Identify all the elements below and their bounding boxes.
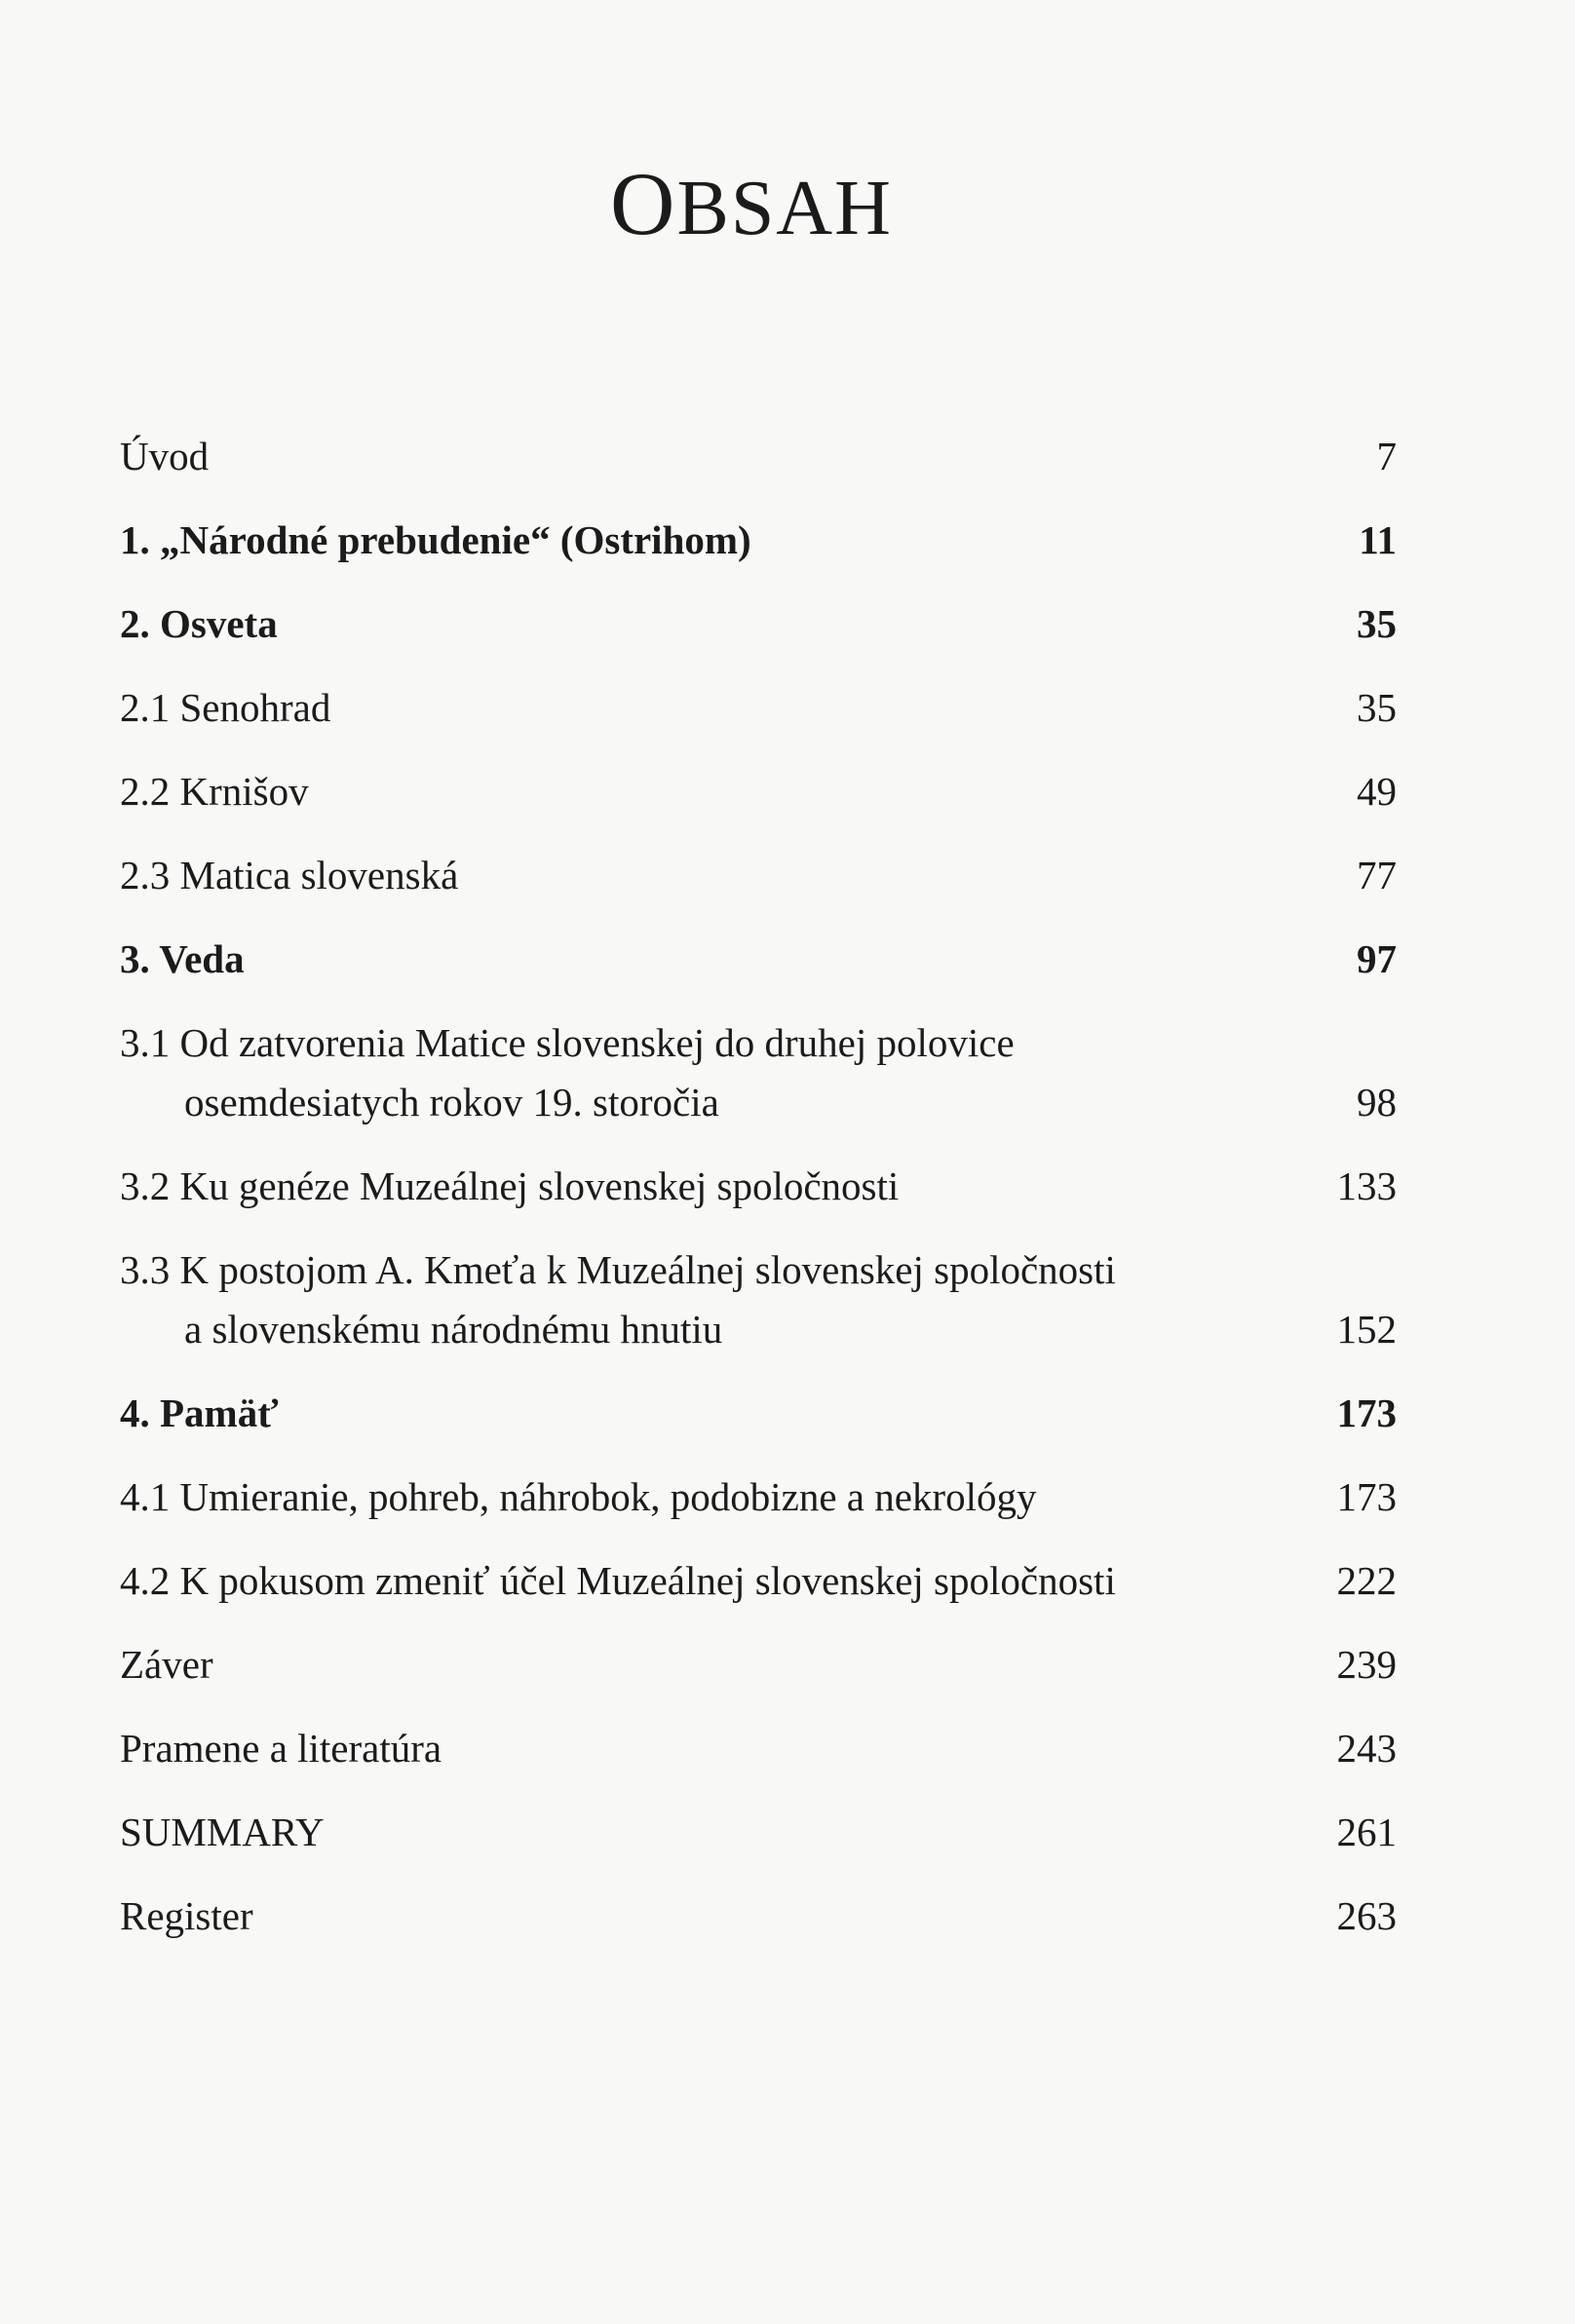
toc-entry-title-line: 1. „Národné prebudenie“ (Ostrihom): [120, 517, 751, 562]
toc-page-number: 98: [1357, 1080, 1397, 1124]
toc-entry-title: [120, 762, 1319, 821]
page-title: [610, 154, 893, 253]
toc-page-number: 35: [1357, 685, 1397, 730]
toc-page-number: 222: [1336, 1558, 1397, 1603]
toc-entry-title: [120, 1013, 1319, 1132]
page-title-initial: O: [610, 154, 677, 253]
toc-page-number: 97: [1357, 936, 1397, 981]
toc-entry: [120, 1013, 1397, 1132]
toc-page-number: 239: [1336, 1642, 1397, 1687]
toc-entry-title-continuation: osemdesiatych rokov 19. storočia: [184, 1080, 719, 1124]
toc-entry-title-line: 4.2 K pokusom zmeniť účel Muzeálnej slovenskej spoločnosti: [120, 1558, 1116, 1603]
toc-page-number: 152: [1336, 1307, 1397, 1352]
toc-chapter-entry: [120, 594, 1397, 654]
toc-page-number: 133: [1336, 1163, 1397, 1208]
toc-entry-title: [120, 427, 1319, 486]
toc-entry: [120, 427, 1397, 486]
toc-entry-title-line: 4. Pamäť: [120, 1391, 279, 1435]
toc-entry-title-line: 3.2 Ku genéze Muzeálnej slovenskej spoločnosti: [120, 1163, 900, 1208]
toc-page-number: 11: [1359, 517, 1397, 562]
toc-entry-title: [120, 1719, 1319, 1778]
toc-entry: [120, 1240, 1397, 1359]
toc-entry-title-line: 2. Osveta: [120, 601, 278, 646]
toc-entry: [120, 1719, 1397, 1778]
toc-entry-title: [120, 930, 1319, 989]
toc-entry-title-line: SUMMARY: [120, 1810, 325, 1854]
toc-entry: [120, 762, 1397, 821]
page-title-rest: BSAH: [676, 166, 893, 251]
toc-page-number: 173: [1336, 1391, 1397, 1435]
toc-chapter-entry: [120, 511, 1397, 570]
toc-page-number: 261: [1336, 1810, 1397, 1854]
toc-entry-title: [120, 1886, 1319, 1946]
toc-entry: [120, 1551, 1397, 1611]
toc-entry-title: [120, 1157, 1319, 1216]
toc-entry-title-line: Úvod: [120, 434, 210, 478]
toc-entry-title-line: 2.2 Krnišov: [120, 769, 309, 814]
toc-entry-title-continuation: a slovenskému národnému hnutiu: [184, 1307, 723, 1352]
toc-entry-title-line: 2.3 Matica slovenská: [120, 853, 459, 897]
toc-entry-title-line: Pramene a literatúra: [120, 1726, 442, 1771]
toc-entry-title-line: 2.1 Senohrad: [120, 685, 331, 730]
table-of-contents: [120, 427, 1397, 1970]
toc-entry-title: [120, 594, 1319, 654]
toc-page-number: 7: [1376, 434, 1397, 478]
toc-entry-title: [120, 1635, 1319, 1695]
toc-entry: [120, 678, 1397, 738]
toc-entry: [120, 846, 1397, 905]
toc-entry: [120, 1886, 1397, 1946]
toc-page-number: 243: [1336, 1726, 1397, 1771]
toc-entry-title-line: 4.1 Umieranie, pohreb, náhrobok, podobizne a nekrológy: [120, 1474, 1037, 1519]
toc-entry-title: [120, 511, 1319, 570]
toc-entry-title-line: 3. Veda: [120, 936, 245, 981]
toc-entry-title: [120, 1803, 1319, 1862]
toc-entry-title: [120, 1384, 1319, 1443]
toc-entry: [120, 1635, 1397, 1695]
toc-entry-title: [120, 678, 1319, 738]
toc-page-number: 77: [1357, 853, 1397, 897]
toc-entry-title-line: 3.3 K postojom A. Kmeťa k Muzeálnej slovenskej spoločnosti: [120, 1247, 1116, 1292]
toc-entry: [120, 1803, 1397, 1862]
toc-chapter-entry: [120, 1384, 1397, 1443]
toc-entry-title: [120, 1551, 1319, 1611]
toc-entry-title: [120, 846, 1319, 905]
toc-entry: [120, 1467, 1397, 1527]
toc-entry-title: [120, 1240, 1319, 1359]
toc-entry-title-line: Register: [120, 1893, 253, 1938]
toc-page-number: 49: [1357, 769, 1397, 814]
toc-entry: [120, 1157, 1397, 1216]
toc-chapter-entry: [120, 930, 1397, 989]
toc-entry-title-line: 3.1 Od zatvorenia Matice slovenskej do druhej polovice: [120, 1020, 1015, 1065]
toc-page-number: 35: [1357, 601, 1397, 646]
toc-page-number: 263: [1336, 1893, 1397, 1938]
toc-page-number: 173: [1336, 1474, 1397, 1519]
toc-entry-title-line: Záver: [120, 1642, 213, 1687]
toc-entry-title: [120, 1467, 1319, 1527]
